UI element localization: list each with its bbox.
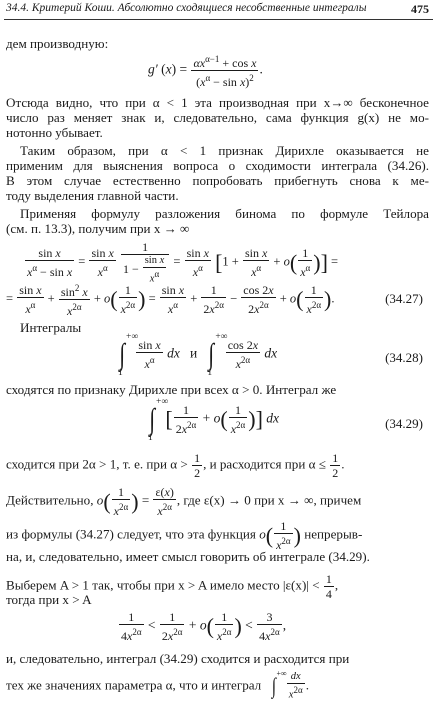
text-line: сходится при 2α > 1, т. е. при α > $\frac{1}{2}$ , и расходится при α ≤ $\frac{1}{2}$ . bbox=[6, 451, 345, 480]
header-rule bbox=[4, 19, 433, 20]
inequality: $\frac{1}{4x^{2\alpha}}$ < $\frac{1}{2x^{2\alpha}}$ + o( $\frac{1}{x^{2\alpha}}$ ) < $\frac{3}{4x^{2\alpha}}$ , bbox=[121, 610, 287, 643]
equation-number: (34.28) bbox=[385, 350, 423, 365]
text-line: тогда при x > A bbox=[6, 592, 92, 607]
text-line: нотонно убывает. bbox=[6, 125, 103, 140]
integrals-pair: ∫ +∞ 1 $\frac{\text{sin x}}{x^\alpha}$ dx и ∫ +∞ 1 $\frac{\cos 2x}{x^{2\alpha}}$ dx bbox=[118, 331, 278, 378]
text-line: тех же значениях параметра α, что и интеграл ∫ +∞ $\frac{dx}{x^{2\alpha}}$ . bbox=[6, 669, 309, 701]
derivative-formula: g′ (x) = $\frac{\alpha x^{\alpha-1} + \cos x}{(x^\alpha - \sin x)^2}$ . bbox=[148, 54, 263, 89]
integral-sign: ∫ bbox=[149, 402, 155, 436]
expansion-line-2: = $\frac{\text{sin x}}{x^\alpha}$ + $\frac{\sin^2 x}{x^{2\alpha}}$ + o( $\frac{1}{x^{2\alpha}}$ ) = $\frac{\text{sin x}}{x^\alpha}$ + $\frac{1}{2x^{2\alpha}}$ − $\frac{\cos 2x}{2x^{2\alpha}}$ + o( $\frac{1}{x^{2\alpha}}$ ). bbox=[6, 283, 335, 318]
running-header: 34.4. Критерий Коши. Абсолютно сходящиеся несобственные интегралы bbox=[6, 2, 367, 14]
text-line: число раз меняет знак и, следовательно, сама функция g(x) не мо- bbox=[6, 110, 429, 125]
page-number: 475 bbox=[411, 2, 429, 16]
text-line: Выберем A > 1 так, чтобы при x > A имело место |ε(x)| < $\frac{1}{4}$ , bbox=[6, 572, 339, 601]
text-line: (см. п. 13.3), получим при x → ∞ bbox=[6, 221, 190, 236]
integral-sign: ∫ bbox=[119, 337, 125, 371]
integral-sign: ∫ bbox=[271, 673, 276, 699]
text-line: сходятся по признаку Дирихле при всех α > 0. Интеграл же bbox=[6, 382, 337, 397]
text-line: Действительно, o( $\frac{1}{x^{2\alpha}}$ ) = $\frac{\varepsilon(x)}{x^{2\alpha}}$ , где ε(x) → 0 при x → ∞, причем bbox=[6, 485, 362, 518]
text-line: Интегралы bbox=[20, 320, 82, 335]
equation-number: (34.29) bbox=[385, 416, 423, 431]
text-line: и, следовательно, интеграл (34.29) сходится и расходится при bbox=[6, 651, 350, 666]
text-line: В этом случае естественно попробовать прибегнуть снова к ме- bbox=[6, 173, 429, 188]
text-line: применим для выяснения вопроса о сходимости интеграла (34.26). bbox=[6, 158, 429, 173]
text-line: тоду выделения главной части. bbox=[6, 188, 179, 203]
integral-34-29: ∫ +∞ 1 [ $\frac{1}{2x^{2\alpha}}$ + o( $\frac{1}{x^{2\alpha}}$ )] dx bbox=[148, 396, 280, 443]
conjunction: и bbox=[189, 345, 198, 361]
integral-sign: ∫ bbox=[208, 337, 215, 371]
text-line: дем производную: bbox=[6, 36, 109, 51]
text-line: Отсюда видно, что при α < 1 эта производная при x→∞ бесконечное bbox=[6, 95, 429, 110]
equation-number: (34.27) bbox=[385, 291, 423, 306]
text-line: Таким образом, при α < 1 признак Дирихле оказывается не bbox=[20, 143, 429, 158]
text-line: на, и, следовательно, имеет смысл говорить об интеграле (34.29). bbox=[6, 549, 370, 564]
text-line: из формулы (34.27) следует, что эта функция o( $\frac{1}{x^{2\alpha}}$ ) непрерыв- bbox=[6, 519, 363, 552]
text-line: Применяя формулу разложения бинома по формуле Тейлора bbox=[20, 206, 429, 221]
expansion-line-1: $\frac{\text{sin x}}{x^\alpha - \sin x}$ = $\frac{\text{sin x}}{x^\alpha}$ 1 1 − $\frac{\text{sin x}}{x^\alpha}$ = $\frac{\text{sin x}}{x^\alpha}$ [1 + $\frac{\text{sin x}}{x^\alpha}$ + o( $\frac{1}{x^\alpha}$ )] = bbox=[27, 240, 339, 285]
